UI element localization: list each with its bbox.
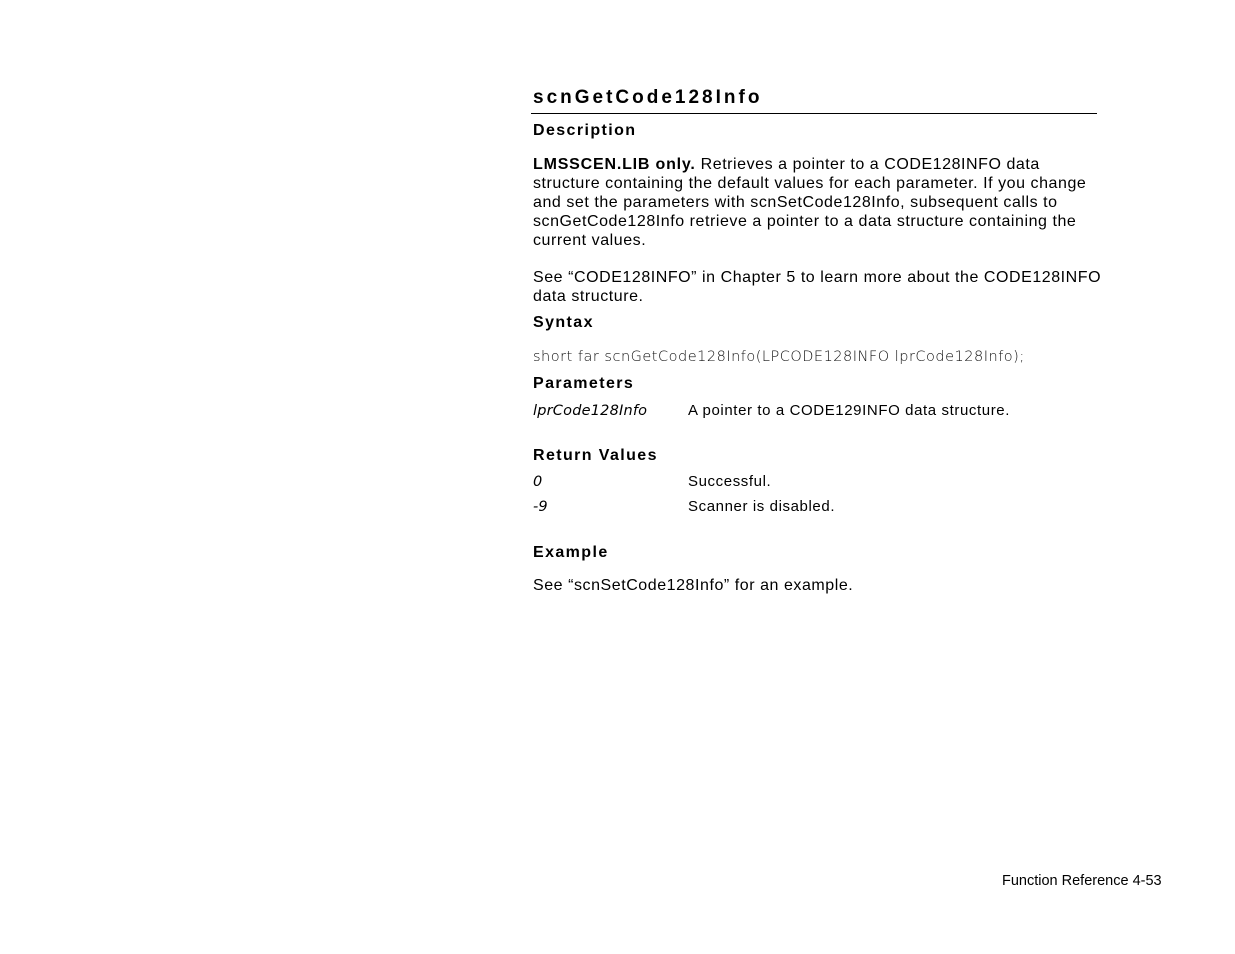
example-heading: Example bbox=[533, 544, 609, 561]
description-lead: LMSSCEN.LIB only. bbox=[533, 156, 696, 173]
parameter-row bbox=[533, 401, 1097, 421]
parameter-name: lprCode128Info bbox=[533, 403, 648, 419]
function-title: scnGetCode128Info bbox=[533, 87, 763, 108]
return-value-description: Successful. bbox=[688, 473, 772, 490]
syntax-code: short far scnGetCode128Info(LPCODE128INFO lprCode128Info); bbox=[533, 349, 1025, 365]
parameter-description: A pointer to a CODE129INFO data structure. bbox=[688, 402, 1011, 419]
title-underline bbox=[531, 113, 1097, 114]
return-values-heading: Return Values bbox=[533, 447, 658, 464]
syntax-heading: Syntax bbox=[533, 314, 594, 331]
return-value-row bbox=[533, 497, 1097, 517]
description-see-also: See “CODE128INFO” in Chapter 5 to learn more about the CODE128INFO data structure. bbox=[533, 269, 1102, 305]
example-text: See “scnSetCode128Info” for an example. bbox=[533, 577, 854, 594]
return-value-row bbox=[533, 472, 1097, 492]
description-text bbox=[533, 155, 1103, 250]
parameters-heading: Parameters bbox=[533, 375, 635, 392]
return-value: -9 bbox=[533, 499, 548, 515]
return-value: 0 bbox=[533, 474, 543, 490]
page-footer: Function Reference 4-53 bbox=[1002, 873, 1162, 889]
description-body: Retrieves a pointer to a CODE128INFO data structure containing the default values for each parameter. If you change and set the parameters with scnSetCode128Info, subsequent calls to scnGetCode128Info retrieve a pointer to a data structure containing the current values. bbox=[533, 156, 1087, 249]
function-entry bbox=[533, 86, 1102, 594]
return-value-description: Scanner is disabled. bbox=[688, 498, 836, 515]
description-heading: Description bbox=[533, 122, 637, 139]
